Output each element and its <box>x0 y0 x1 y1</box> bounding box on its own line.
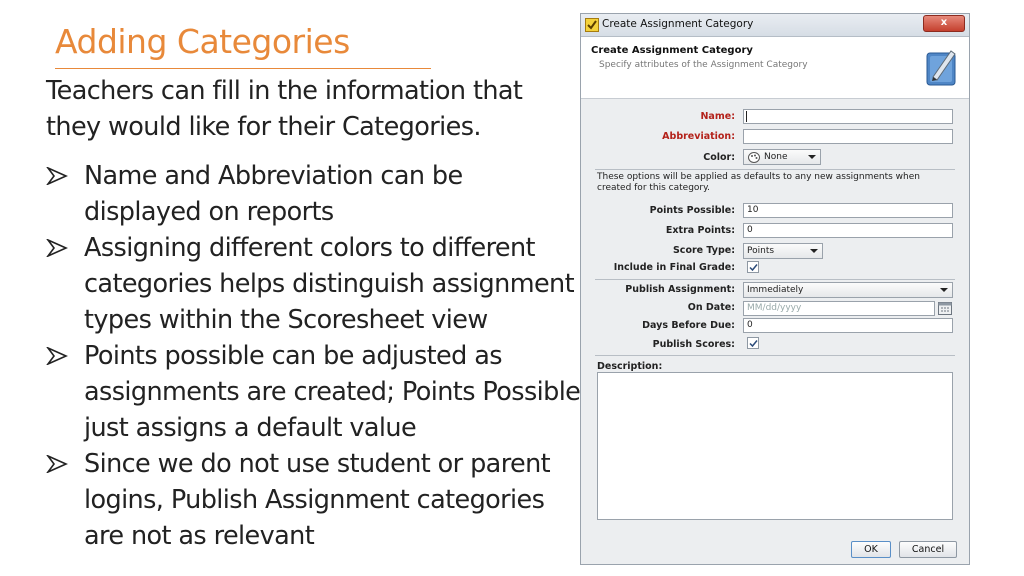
on-date-label: On Date: <box>687 302 735 313</box>
points-possible-input[interactable]: 10 <box>743 203 953 218</box>
description-textarea[interactable] <box>597 372 953 520</box>
name-input[interactable] <box>743 109 953 124</box>
score-type-label: Score Type: <box>672 245 735 256</box>
description-label: Description: <box>597 361 663 372</box>
checkmark-icon <box>749 263 758 272</box>
notebook-pencil-icon <box>921 45 961 89</box>
close-button[interactable]: x <box>923 15 965 32</box>
arrow-bullet-icon <box>46 347 68 365</box>
extra-points-input[interactable]: 0 <box>743 223 953 238</box>
publish-assignment-value: Immediately <box>747 285 804 295</box>
text-cursor <box>746 111 747 122</box>
slide-title: Adding Categories <box>55 22 350 61</box>
bullet-text: Points possible can be adjusted as assignments are created; Points Possible just assigns a default value <box>84 341 581 443</box>
bullet-text: Name and Abbreviation can be displayed on reports <box>84 161 463 227</box>
color-value: None <box>764 152 788 162</box>
intro-text: Teachers can fill in the information that they would like for their Categories. <box>46 76 523 142</box>
bullet-item <box>46 446 586 554</box>
bullet-item <box>46 158 586 230</box>
divider <box>595 279 955 280</box>
points-possible-label: Points Possible: <box>649 205 735 216</box>
include-final-grade-label: Include in Final Grade: <box>613 262 735 273</box>
create-assignment-category-dialog <box>580 13 970 565</box>
days-before-due-input[interactable]: 0 <box>743 318 953 333</box>
publish-assignment-dropdown[interactable] <box>743 282 953 298</box>
dialog-header <box>581 37 969 99</box>
bullet-item <box>46 230 586 338</box>
name-label: Name: <box>700 111 735 122</box>
publish-scores-label: Publish Scores: <box>652 339 735 350</box>
score-type-dropdown[interactable] <box>743 243 823 259</box>
defaults-note: These options will be applied as defaults to any new assignments when created for this category. <box>597 172 920 193</box>
color-label: Color: <box>703 152 735 163</box>
bullet-item <box>46 338 586 446</box>
days-before-due-label: Days Before Due: <box>642 320 735 331</box>
abbreviation-label: Abbreviation: <box>662 131 735 142</box>
chevron-down-icon <box>940 288 948 292</box>
arrow-bullet-icon <box>46 239 68 257</box>
window-title: Create Assignment Category <box>602 18 754 30</box>
bullet-text: Since we do not use student or parent logins, Publish Assignment categories are not as relevant <box>84 449 551 551</box>
arrow-bullet-icon <box>46 167 68 185</box>
checkmark-icon <box>749 339 758 348</box>
include-final-grade-checkbox[interactable] <box>747 261 759 273</box>
calendar-icon[interactable] <box>938 301 952 315</box>
publish-scores-checkbox[interactable] <box>747 337 759 349</box>
color-dropdown[interactable] <box>743 149 821 165</box>
publish-assignment-label: Publish Assignment: <box>625 284 735 295</box>
palette-icon <box>748 152 760 163</box>
header-title: Create Assignment Category <box>591 45 753 56</box>
divider <box>595 169 955 170</box>
bullet-list <box>46 158 586 554</box>
app-check-icon <box>585 18 599 32</box>
arrow-bullet-icon <box>46 455 68 473</box>
score-type-value: Points <box>747 246 775 256</box>
extra-points-label: Extra Points: <box>665 225 735 236</box>
ok-button[interactable]: OK <box>851 541 891 558</box>
on-date-input[interactable]: MM/dd/yyyy <box>743 301 935 316</box>
divider <box>595 355 955 356</box>
chevron-down-icon <box>810 249 818 253</box>
cancel-button[interactable]: Cancel <box>899 541 957 558</box>
chevron-down-icon <box>808 155 816 159</box>
abbreviation-input[interactable] <box>743 129 953 144</box>
dialog-titlebar[interactable] <box>581 14 969 37</box>
title-underline <box>55 68 431 69</box>
bullet-text: Assigning different colors to different categories helps distinguish assignment types within the Scoresheet view <box>84 233 574 335</box>
header-subtitle: Specify attributes of the Assignment Category <box>599 60 808 70</box>
